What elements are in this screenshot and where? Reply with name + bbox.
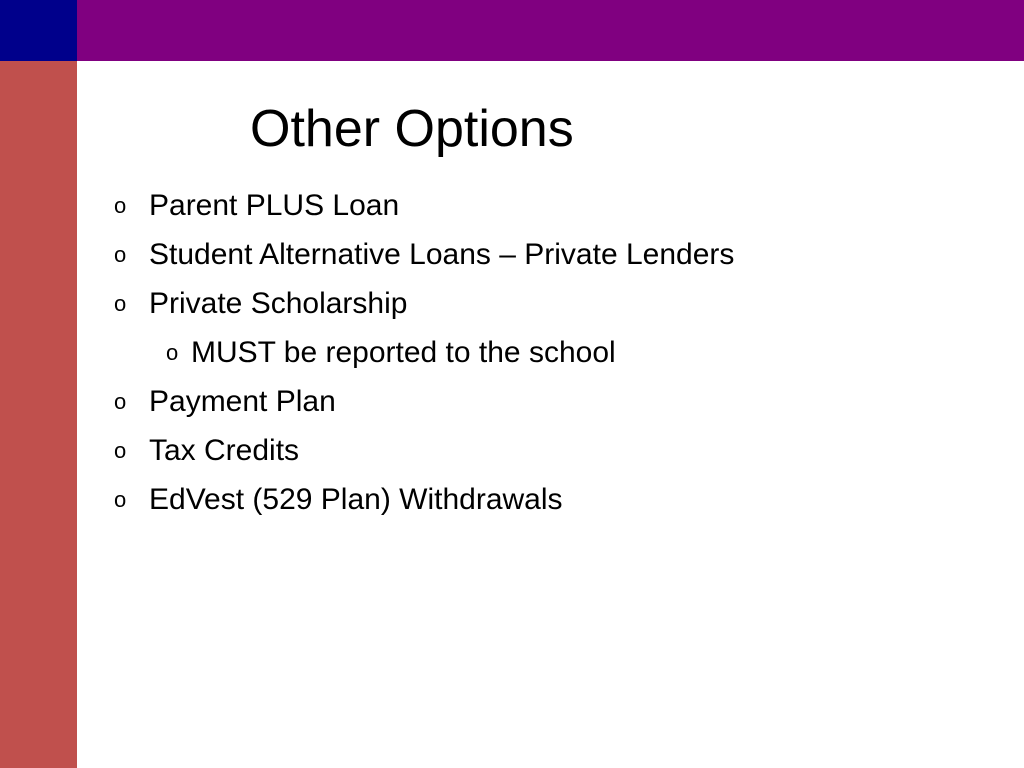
bullet-text: Parent PLUS Loan	[149, 189, 400, 222]
bullet-list	[110, 183, 734, 526]
corner-block	[0, 0, 77, 61]
bullet-text: Student Alternative Loans – Private Lenders	[149, 238, 735, 271]
bullet-marker-icon: o	[166, 340, 179, 365]
bullet-text: Payment Plan	[149, 385, 336, 418]
bullet-marker-icon: o	[114, 487, 127, 512]
bullet-marker-icon: o	[114, 291, 127, 316]
bullet-text: EdVest (529 Plan) Withdrawals	[149, 483, 563, 516]
top-bar	[77, 0, 1024, 61]
bullet-item	[110, 428, 734, 477]
bullet-marker-icon: o	[114, 242, 127, 267]
sub-bullet-text: MUST be reported to the school	[191, 336, 616, 369]
bullet-marker-icon: o	[114, 438, 127, 463]
bullet-item	[110, 477, 734, 526]
bullet-item	[110, 379, 734, 428]
bullet-marker-icon: o	[114, 193, 127, 218]
bullet-item	[110, 232, 734, 281]
sub-bullet-item	[110, 330, 734, 379]
bullet-item	[110, 183, 734, 232]
side-bar	[0, 61, 77, 768]
bullet-text: Private Scholarship	[149, 287, 408, 320]
bullet-marker-icon: o	[114, 389, 127, 414]
slide-title: Other Options	[250, 100, 574, 158]
bullet-item	[110, 281, 734, 330]
bullet-text: Tax Credits	[149, 434, 300, 467]
